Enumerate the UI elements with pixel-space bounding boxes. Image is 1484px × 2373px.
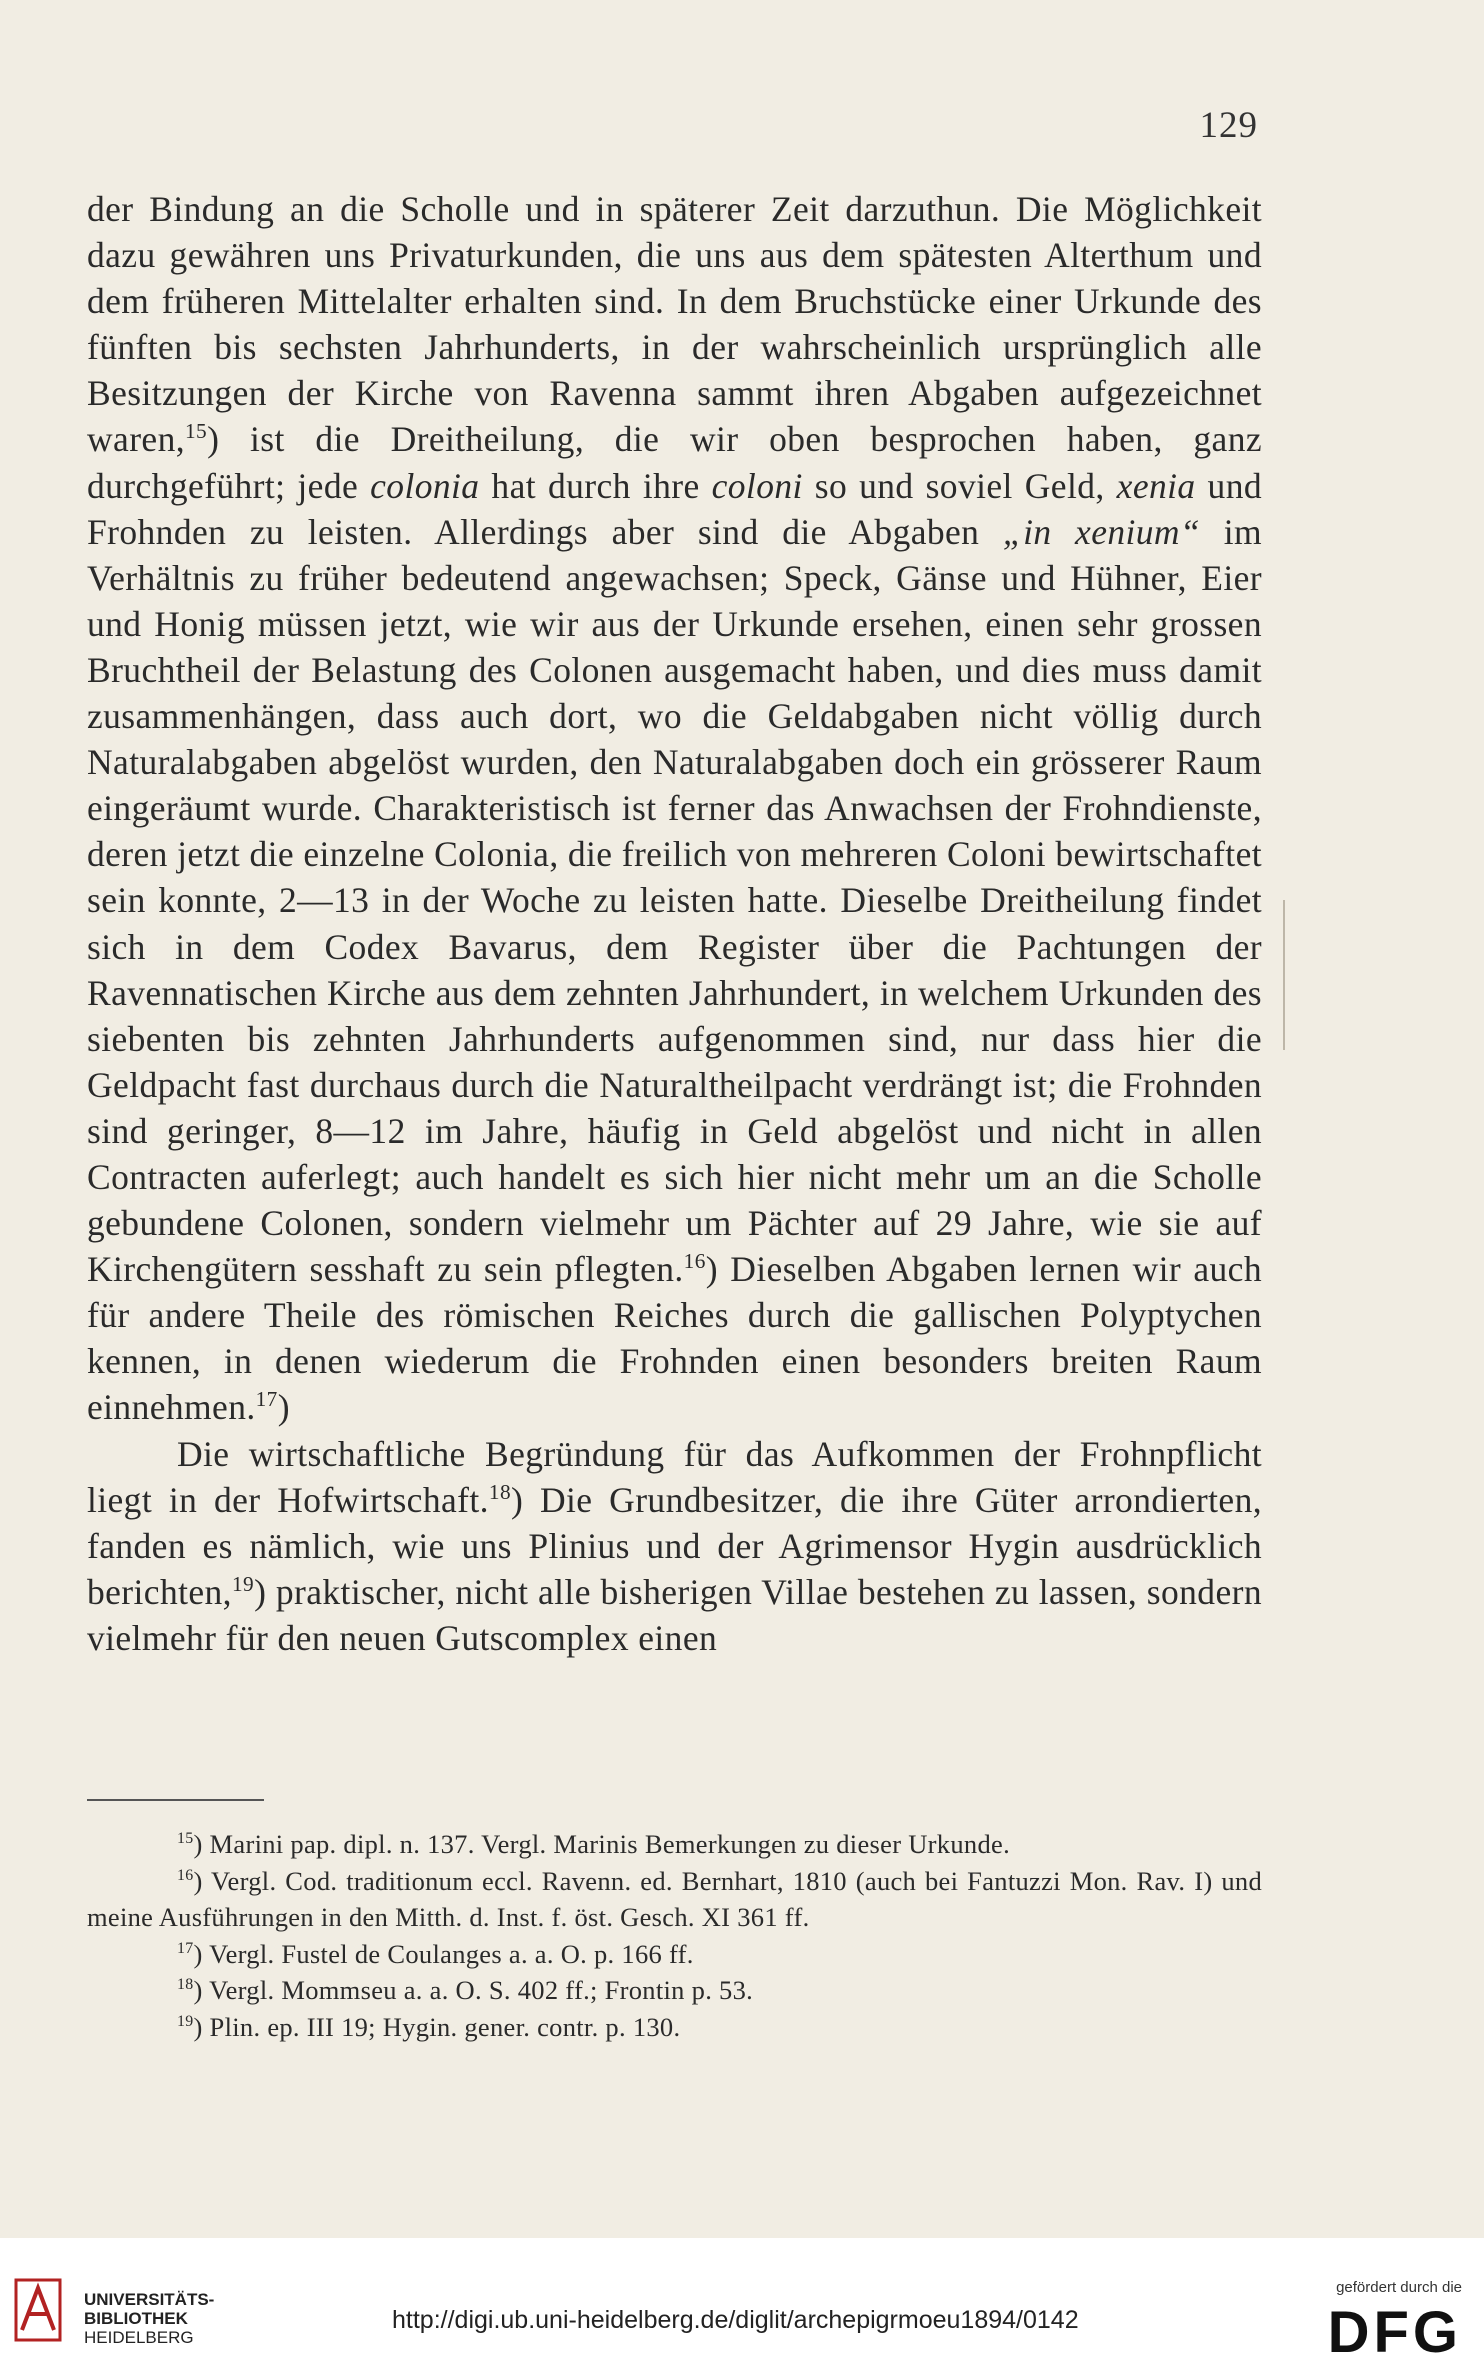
funder-label: gefördert durch die bbox=[1336, 2279, 1462, 2296]
page-number: 129 bbox=[1199, 105, 1258, 146]
italic-term: colonia bbox=[370, 465, 480, 506]
university-name-line: BIBLIOTHEK bbox=[84, 2309, 188, 2328]
footnote-number: 15 bbox=[177, 1830, 194, 1848]
footer-bar bbox=[0, 2238, 1484, 2373]
italic-term: coloni bbox=[711, 465, 803, 506]
heidelberg-library-logo-icon bbox=[14, 2278, 62, 2342]
footnote bbox=[87, 1863, 1262, 1936]
dfg-logo: DFG bbox=[1327, 2300, 1462, 2365]
paragraph: der Bindung an die Scholle und in späterer Zeit darzuthun. Die Möglichkeit dazu gewähren uns Privaturkunden, die uns aus dem spätesten Alterthum und dem früheren Mittelalter erhalten sind. In dem Bruchstücke einer Urkunde des fünften bis sechsten Jahrhunderts, in der wahrscheinlich ursprünglich alle Besitzungen der Kirche von Ravenna sammt ihren Abgaben aufgezeichnet waren,$^{15}$) ist die Dreitheilung, die wir oben besprochen haben, ganz durchgeführt; jede colonia hat durch ihre coloni so und soviel Geld, xenia und Frohnden zu leisten. Allerdings aber sind die Abgaben „in xenium“ im Verhältnis zu früher bedeutend angewachsen; Speck, Gänse und Hühner, Eier und Honig müssen jetzt, wie wir aus der Urkunde ersehen, einen sehr grossen Bruchtheil der Belastung des Colonen ausgemacht haben, und dies muss damit zusammenhängen, dass auch dort, wo die Geldabgaben nicht völlig durch Naturalabgaben abgelöst wurden, den Naturalabgaben doch ein grösserer Raum eingeräumt wurde. Charakteristisch ist ferner das Anwachsen der Frohndienste, deren jetzt die einzelne Colonia, die freilich von mehreren Coloni bewirtschaftet sein konnte, 2—13 in der Woche zu leisten hatte. Dieselbe Dreitheilung findet sich in dem Codex Bavarus, dem Register über die Pachtungen der Ravennatischen Kirche aus dem zehnten Jahrhundert, in welchem Urkunden des siebenten bis zehnten Jahrhunderts aufgenommen sind, nur dass hier die Geldpacht fast durchaus durch die Naturaltheilpacht verdrängt ist; die Frohnden sind geringer, 8—12 im Jahre, häufig in Geld abgelöst und nicht in allen Contracten auferlegt; auch handelt es sich hier nicht mehr um an die Scholle gebundene Colonen, sondern vielmehr um Pächter auf 29 Jahre, wie sie auf Kirchengütern sesshaft zu sein pflegten.$^{16}$) Dieselben Abgaben lernen wir auch für andere Theile des römischen Reiches durch die gallischen Polyptychen kennen, in denen wiederum die Frohnden einen besonders breiten Raum einnehmen.$^{17}$) bbox=[87, 189, 1262, 1428]
paragraph: Die wirtschaftliche Begründung für das Aufkommen der Frohnpflicht liegt in der Hofwirtschaft.$^{18}$) Die Grundbesitzer, die ihre Güter arrondierten, fanden es nämlich, wie uns Plinius und der Agrimensor Hygin ausdrücklich berichten,$^{19}$) praktischer, nicht alle bisherigen Villae bestehen zu lassen, sondern vielmehr für den neuen Gutscomplex einen bbox=[87, 1433, 1262, 1658]
margin-pencil-mark bbox=[1280, 900, 1285, 1050]
footnote-rule bbox=[87, 1799, 264, 1801]
footnote bbox=[87, 2009, 1262, 2046]
footnote-number: 16 bbox=[177, 1866, 194, 1884]
footnote-number: 18 bbox=[177, 1976, 194, 1994]
italic-term: xenia bbox=[1116, 465, 1196, 506]
footnote-number: 17 bbox=[177, 1939, 194, 1957]
footnote bbox=[87, 1972, 1262, 2009]
footnotes bbox=[87, 1826, 1262, 2045]
footnote-number: 19 bbox=[177, 2012, 194, 2030]
footnote bbox=[87, 1826, 1262, 1863]
footnote-reference: 19 bbox=[231, 1571, 255, 1596]
footnote-reference: 15 bbox=[185, 419, 208, 444]
footnote-reference: 16 bbox=[683, 1249, 706, 1274]
body-text bbox=[87, 186, 1262, 1661]
footnote-text: ) Plin. ep. III 19; Hygin. gener. contr. p. 130. bbox=[193, 2011, 681, 2042]
footnote-text: ) Vergl. Mommseu a. a. O. S. 402 ff.; Frontin p. 53. bbox=[193, 1975, 754, 2005]
footnote-reference: 18 bbox=[488, 1479, 511, 1504]
permalink-url[interactable]: http://digi.ub.uni-heidelberg.de/diglit/archepigrmoeu1894/0142 bbox=[392, 2306, 1079, 2334]
university-name bbox=[84, 2290, 214, 2347]
university-name-line: UNIVERSITÄTS- bbox=[84, 2290, 215, 2309]
university-name-line: HEIDELBERG bbox=[84, 2328, 194, 2347]
footnote-text: ) Marini pap. dipl. n. 137. Vergl. Marinis Bemerkungen zu dieser Urkunde. bbox=[193, 1829, 1010, 1859]
footnote-text: ) Vergl. Fustel de Coulanges a. a. O. p. 166 ff. bbox=[193, 1938, 694, 1969]
italic-term: „in xenium“ bbox=[1002, 511, 1201, 552]
footnote bbox=[87, 1936, 1262, 1973]
footnote-text: ) Vergl. Cod. traditionum eccl. Ravenn. ed. Bernhart, 1810 (auch bei Fantuzzi Mon. Rav. I) und meine Ausführungen in den Mitth. d. Inst. f. öst. Gesch. XI 361 ff. bbox=[87, 1865, 1262, 1932]
footnote-reference: 17 bbox=[255, 1387, 278, 1412]
